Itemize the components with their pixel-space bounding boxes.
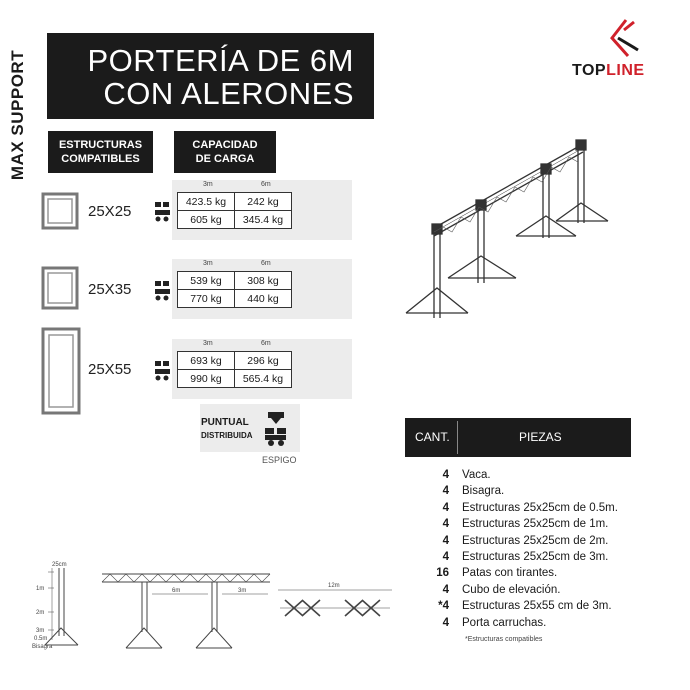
truss-structure-illustration bbox=[398, 128, 618, 333]
legend-distributed: DISTRIBUIDA bbox=[201, 431, 253, 440]
piece-row bbox=[405, 535, 665, 551]
piece-desc: Vaca. bbox=[462, 469, 491, 481]
dist-6m: 565.4 kg bbox=[242, 372, 284, 385]
point-6m: 308 kg bbox=[235, 272, 292, 290]
structures-header-l1: ESTRUCTURAS bbox=[58, 139, 143, 151]
piece-row bbox=[405, 584, 665, 600]
dim-2m: 2m bbox=[36, 610, 45, 616]
pieces-header-qty: CANT. bbox=[415, 430, 450, 444]
dim-3m-wing: 3m bbox=[238, 588, 247, 594]
piece-row bbox=[405, 485, 665, 501]
pieces-header bbox=[405, 418, 631, 457]
dist-3m: 605 kg bbox=[178, 211, 235, 229]
title-banner bbox=[47, 33, 374, 119]
load-icon bbox=[154, 201, 172, 223]
brand-name-red: LINE bbox=[606, 62, 645, 79]
piece-row bbox=[405, 469, 665, 485]
dimension-diagrams bbox=[30, 560, 400, 650]
col-label-3m: 3m bbox=[203, 340, 213, 347]
piece-desc: Estructuras 25x25cm de 2m. bbox=[462, 534, 609, 547]
title-line-2: CON ALERONES bbox=[103, 76, 354, 111]
point-3m: 693 kg bbox=[178, 352, 235, 370]
piece-desc: Porta carruchas. bbox=[462, 616, 547, 629]
capacity-table bbox=[177, 271, 292, 308]
dist-3m: 770 kg bbox=[178, 290, 235, 308]
col-label-6m: 6m bbox=[261, 260, 271, 267]
pieces-list bbox=[405, 469, 665, 633]
dim-05m: 0.5m bbox=[34, 636, 48, 642]
size-label-25x55: 25X55 bbox=[88, 361, 132, 378]
legend-spigot: ESPIGO bbox=[262, 455, 297, 465]
piece-desc: Estructuras 25x25cm de 0.5m. bbox=[462, 501, 618, 514]
dist-6m: 345.4 kg bbox=[242, 213, 284, 226]
pieces-header-pieces: PIEZAS bbox=[519, 430, 562, 444]
col-label-6m: 6m bbox=[261, 181, 271, 188]
piece-qty: 4 bbox=[442, 469, 449, 481]
piece-qty: 4 bbox=[442, 534, 449, 547]
structures-header bbox=[48, 131, 153, 173]
piece-desc: Estructuras 25x25cm de 3m. bbox=[462, 550, 609, 563]
capacity-header bbox=[174, 131, 276, 173]
load-legend-icon bbox=[263, 411, 289, 447]
structures-header-l2: COMPATIBLES bbox=[61, 153, 140, 165]
truss-25x35-icon bbox=[40, 265, 80, 311]
brand-logo-icon bbox=[604, 18, 644, 60]
dim-1m: 1m bbox=[36, 586, 45, 592]
piece-qty: 4 bbox=[442, 616, 449, 629]
col-label-3m: 3m bbox=[203, 181, 213, 188]
capacity-table bbox=[177, 192, 292, 229]
point-3m: 423.5 kg bbox=[178, 193, 235, 211]
dim-3m: 3m bbox=[36, 628, 45, 634]
piece-desc: Bisagra. bbox=[462, 485, 505, 498]
piece-desc: Patas con tirantes. bbox=[462, 567, 558, 580]
piece-qty: 16 bbox=[436, 567, 449, 580]
dist-3m: 990 kg bbox=[178, 370, 235, 388]
col-label-6m: 6m bbox=[261, 340, 271, 347]
piece-desc: Estructuras 25x55 cm de 3m. bbox=[462, 600, 612, 613]
piece-qty: 4 bbox=[442, 550, 449, 563]
truss-25x55-icon bbox=[40, 326, 82, 416]
capacity-block-25x55 bbox=[172, 339, 352, 399]
piece-row bbox=[405, 551, 665, 567]
point-6m: 296 kg bbox=[235, 352, 292, 370]
piece-qty: 4 bbox=[442, 583, 449, 596]
truss-25x25-icon bbox=[40, 191, 80, 231]
side-label-text: MAX SUPPORT bbox=[8, 49, 27, 181]
piece-desc: Cubo de elevación. bbox=[462, 583, 561, 596]
dim-6m: 6m bbox=[172, 588, 181, 594]
point-6m: 242 kg bbox=[235, 193, 292, 211]
piece-qty: 4 bbox=[442, 518, 449, 531]
capacity-block-25x25 bbox=[172, 180, 352, 240]
piece-row bbox=[405, 600, 665, 616]
size-label-25x25: 25X25 bbox=[88, 203, 132, 220]
capacity-table bbox=[177, 351, 292, 388]
col-label-3m: 3m bbox=[203, 260, 213, 267]
piece-qty: 4 bbox=[442, 501, 449, 514]
piece-desc: Estructuras 25x25cm de 1m. bbox=[462, 518, 609, 531]
load-icon bbox=[154, 360, 172, 382]
point-3m: 539 kg bbox=[178, 272, 235, 290]
piece-row bbox=[405, 567, 665, 583]
legend-point: PUNTUAL bbox=[201, 417, 249, 428]
capacity-block-25x35 bbox=[172, 259, 352, 319]
title-line-1: PORTERÍA DE 6M bbox=[87, 43, 354, 78]
piece-row bbox=[405, 518, 665, 534]
piece-qty: *4 bbox=[438, 600, 449, 613]
piece-qty: 4 bbox=[442, 485, 449, 498]
load-icon bbox=[154, 280, 172, 302]
header-divider bbox=[457, 421, 458, 454]
size-label-25x35: 25X35 bbox=[88, 281, 132, 298]
dist-6m: 440 kg bbox=[247, 292, 279, 305]
side-label bbox=[4, 40, 32, 190]
piece-row bbox=[405, 502, 665, 518]
brand-name bbox=[572, 62, 645, 80]
piece-row bbox=[405, 617, 665, 633]
capacity-header-l1: CAPACIDAD bbox=[192, 139, 258, 151]
footnote: *Estructuras compatibles bbox=[465, 636, 543, 643]
capacity-header-l2: DE CARGA bbox=[195, 153, 255, 165]
dim-25cm: 25cm bbox=[52, 562, 67, 568]
dim-12m: 12m bbox=[328, 583, 340, 589]
dim-hinge: Bisagra bbox=[32, 644, 53, 650]
brand-name-dark: TOP bbox=[572, 62, 607, 79]
